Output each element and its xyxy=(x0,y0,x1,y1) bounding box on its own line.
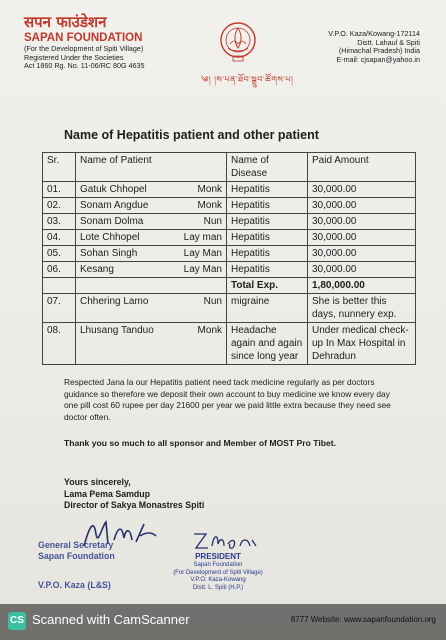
org-line: Act 1860 Rg. No. 11-06/RC 80G 4635 xyxy=(24,61,145,71)
row-sr: 02. xyxy=(43,198,76,214)
stamp-line: V.P.O. Kaza (L&S) xyxy=(38,580,111,590)
camscanner-logo-icon: CS xyxy=(8,612,26,630)
row-sr: 05. xyxy=(43,246,76,262)
address-line: V.P.O. Kaza/Kowang-172114 xyxy=(328,29,420,38)
row-note: She is better this days, nunnery exp. xyxy=(308,294,416,323)
patient-name: Kesang xyxy=(80,264,114,275)
header-name: Name of Patient xyxy=(76,153,227,182)
email-line: E-mail: cjsapan@yahoo.in xyxy=(336,54,420,64)
row-amount: 30,000.00 xyxy=(308,262,416,278)
table-row xyxy=(43,294,416,323)
secretary-stamp xyxy=(38,540,168,610)
patient-name: Gatuk Chhopel xyxy=(80,184,147,195)
header-disease: Name of Disease xyxy=(227,153,308,182)
row-sr: 07. xyxy=(43,294,76,323)
org-name: SAPAN FOUNDATION xyxy=(24,32,143,44)
row-name xyxy=(76,262,227,278)
patient-role: Nun xyxy=(203,296,222,307)
table-row xyxy=(43,262,416,278)
header-sr: Sr. xyxy=(43,153,76,182)
row-name xyxy=(76,323,227,365)
table-row xyxy=(43,214,416,230)
patient-name: Lote Chhopel xyxy=(80,232,140,243)
table-row xyxy=(43,230,416,246)
org-address xyxy=(280,30,420,64)
header-amount: Paid Amount xyxy=(308,153,416,182)
thanks-line: Thank you so much to all sponsor and Member of MOST Pro Tibet. xyxy=(64,438,337,448)
patient-role: Monk xyxy=(197,325,222,336)
row-sr: 01. xyxy=(43,182,76,198)
stamp-line: General Secretary xyxy=(38,540,114,550)
stamp-line: (For Development of Spiti Village) xyxy=(173,569,263,576)
body-paragraph: Respected Jana la our Hepatitis patient need tack medicine regularly as per doctors guidance so therefore we deposit their own account to buy medicine we know every day one pill cost 60 rupee per day 21600 per year we paid little extra because they need see doctor often. xyxy=(64,377,391,422)
tibetan-org-name: ༄། །ས་པན་ཐོབ་སྒྲུབ་ཚོགས་པ། xyxy=(200,75,294,84)
patient-role: Nun xyxy=(203,216,222,227)
total-amount: 1,80,000.00 xyxy=(308,278,416,294)
patient-role: Lay Man xyxy=(183,248,222,259)
patient-name: Sonam Dolma xyxy=(80,216,144,227)
signer-name: Lama Pema Samdup xyxy=(64,488,151,499)
stamp-line: Distt. L. Spiti (H.P.) xyxy=(192,584,244,591)
row-amount: 30,000.00 xyxy=(308,182,416,198)
closing: Yours sincerely, xyxy=(64,477,131,487)
row-amount: 30,000.00 xyxy=(308,198,416,214)
org-header xyxy=(24,14,194,71)
row-disease: Hepatitis xyxy=(227,182,308,198)
table-row xyxy=(43,198,416,214)
row-sr: 06. xyxy=(43,262,76,278)
patient-name: Sohan Singh xyxy=(80,248,138,259)
table-row xyxy=(43,246,416,262)
org-hindi-name: सपन फाउंडेशन xyxy=(24,13,107,31)
org-line: (For the Development of Spiti Village) xyxy=(24,44,144,53)
row-sr: 03. xyxy=(43,214,76,230)
row-name xyxy=(76,182,227,198)
lotus-emblem-icon xyxy=(218,18,258,64)
document-title: Name of Hepatitis patient and other patient xyxy=(64,128,319,142)
total-row xyxy=(43,278,416,294)
row-note: Under medical check-up In Max Hospital in Dehradun xyxy=(308,323,416,365)
row-amount: 30,000.00 xyxy=(308,230,416,246)
scanner-watermark-bar xyxy=(0,604,446,640)
row-disease: Hepatitis xyxy=(227,214,308,230)
president-stamp xyxy=(163,552,273,592)
org-line: Registered Under the Societies xyxy=(24,52,124,62)
patient-role: Monk xyxy=(197,184,222,195)
row-amount: 30,000.00 xyxy=(308,246,416,262)
table-row xyxy=(43,182,416,198)
patient-role: Monk xyxy=(197,200,222,211)
row-sr: 04. xyxy=(43,230,76,246)
row-disease: Hepatitis xyxy=(227,230,308,246)
row-amount: 30,000.00 xyxy=(308,214,416,230)
patient-name: Lhusang Tanduo xyxy=(80,325,154,336)
row-disease: Hepatitis xyxy=(227,246,308,262)
scanner-label: Scanned with CamScanner xyxy=(32,612,190,627)
stamp-line: Sapan Foundation xyxy=(38,551,115,561)
row-name xyxy=(76,214,227,230)
total-label: Total Exp. xyxy=(227,278,308,294)
row-name xyxy=(76,198,227,214)
row-disease: Headache again and again since long year xyxy=(227,323,308,365)
row-name xyxy=(76,246,227,262)
row-disease: Hepatitis xyxy=(227,262,308,278)
patient-name: Sonam Angdue xyxy=(80,200,149,211)
row-disease: migraine xyxy=(227,294,308,323)
stamp-title: PRESIDENT xyxy=(195,552,241,561)
row-disease: Hepatitis xyxy=(227,198,308,214)
address-line: (Himachal Pradesh) India xyxy=(338,46,420,56)
signature-block xyxy=(64,477,204,512)
row-sr: 08. xyxy=(43,323,76,365)
patient-table xyxy=(42,152,416,365)
patient-role: Lay Man xyxy=(183,264,222,275)
table-row xyxy=(43,323,416,365)
signer-title: Director of Sakya Monastres Spiti xyxy=(64,500,205,510)
stamp-line: V.P.O. Kaza-Kowang xyxy=(190,577,246,583)
president-signature xyxy=(190,528,260,552)
patient-name: Chhering Lamo xyxy=(80,296,149,307)
table-header-row xyxy=(43,153,416,182)
stamp-line: Sapan Foundation xyxy=(193,562,243,568)
patient-role: Lay man xyxy=(183,232,222,243)
address-line: Distt. Lahaul & Spiti xyxy=(357,37,420,47)
footer-website: 8777 Website: www.sapanfoundation.org xyxy=(290,615,436,624)
row-name xyxy=(76,230,227,246)
row-name xyxy=(76,294,227,323)
